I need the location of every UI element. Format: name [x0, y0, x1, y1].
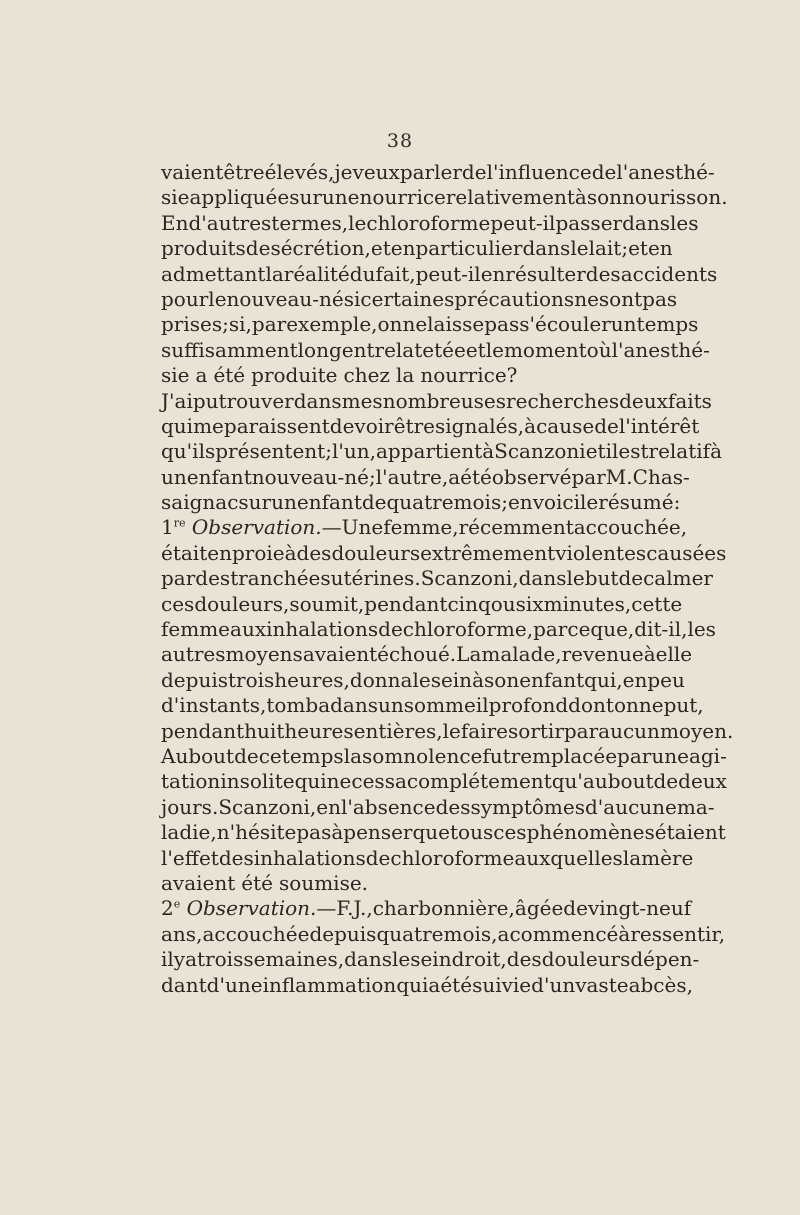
text-line: En d'autres termes, le chloroforme peut-il passer dans les	[161, 210, 699, 235]
text-line: l'effet des inhalations de chloroforme auxquelles la mère	[161, 845, 694, 870]
text-line: sie a été produite chez la nourrice?	[161, 363, 518, 388]
text-line: autres moyens avaient échoué. La malade, revenue à elle	[161, 642, 693, 667]
text-line: avaient été soumise.	[161, 870, 369, 895]
text-line: admettant la réalité du fait, peut-il en résulter des accidents	[161, 261, 718, 286]
observation-heading: 1re Observation.	[161, 515, 322, 540]
text-line: depuis trois heures, donna le sein à son enfant qui, en peu	[161, 667, 685, 692]
text-line: Au bout de ce temps la somnolence fut remplacée par une agi-	[161, 743, 727, 768]
text-line: était en proie à des douleurs extrêmement violentes causées	[161, 540, 727, 565]
text-line: produits de sécrétion, et en particulier dans le lait ; et en	[161, 236, 673, 261]
text-line: par des tranchées utérines. Scanzoni, dans le but de calmer	[161, 566, 713, 591]
text-line: d'instants, tomba dans un sommeil profond dont on ne put,	[161, 693, 704, 718]
text-line: pendant huit heures entières, le faire sortir par aucun moyen.	[161, 718, 734, 743]
text-line: pour le nouveau-né si certaines précautions ne sont pas	[161, 286, 678, 311]
text-line: qui me paraissent devoir être signalés, à cause de l'intérêt	[161, 413, 700, 438]
text-line: 1re Observation. — Une femme, récemment accouchée,	[161, 515, 688, 540]
text-line: ces douleurs, soumit, pendant cinq ou six minutes, cette	[161, 591, 683, 616]
text-line: dant d'une inflammation qui a été suivie d'un vaste abcès,	[161, 972, 693, 997]
text-line: 2e Observation. — F. J., charbonnière, âgée de vingt-neuf	[161, 896, 692, 921]
text-line: tation insolite qui ne cessa complétement qu'au bout de deux	[161, 769, 727, 794]
text-line: saignac sur un enfant de quatre mois ; en voici le résumé :	[161, 490, 681, 515]
text-line: J'ai pu trouver dans mes nombreuses recherches deux faits	[161, 388, 712, 413]
text-line: suffisamment long entre la tetée et le moment où l'anesthé-	[161, 337, 710, 362]
text-line: qu'ils présentent ; l'un, appartient à Scanzoni et il est relatif à	[161, 439, 723, 464]
text-line: il y a trois semaines, dans le sein droit, des douleurs dépen-	[161, 947, 700, 972]
page-number: 38	[386, 130, 414, 152]
text-line: sie appliquée sur une nourrice relativement à son nourisson.	[161, 185, 728, 210]
text-line: ans, accouchée depuis quatre mois, a commencé à ressentir,	[161, 921, 726, 946]
text-line: prises ; si, par exemple, on ne laisse pas s'écouler un temps	[161, 312, 699, 337]
text-line: un enfant nouveau-né ; l'autre, a été observé par M. Chas-	[161, 464, 690, 489]
body-text	[161, 160, 734, 998]
text-line: jours. Scanzoni, en l'absence des symptômes d'aucune ma-	[161, 794, 715, 819]
observation-heading: 2e Observation.	[161, 896, 317, 921]
text-line: vaient être élevés, je veux parler de l'influence de l'anesthé-	[161, 160, 715, 184]
text-line: ladie, n'hésite pas à penser que tous ces phénomènes étaient	[161, 820, 726, 845]
text-line: femme aux inhalations de chloroforme, parce que, dit-il, les	[161, 617, 716, 642]
